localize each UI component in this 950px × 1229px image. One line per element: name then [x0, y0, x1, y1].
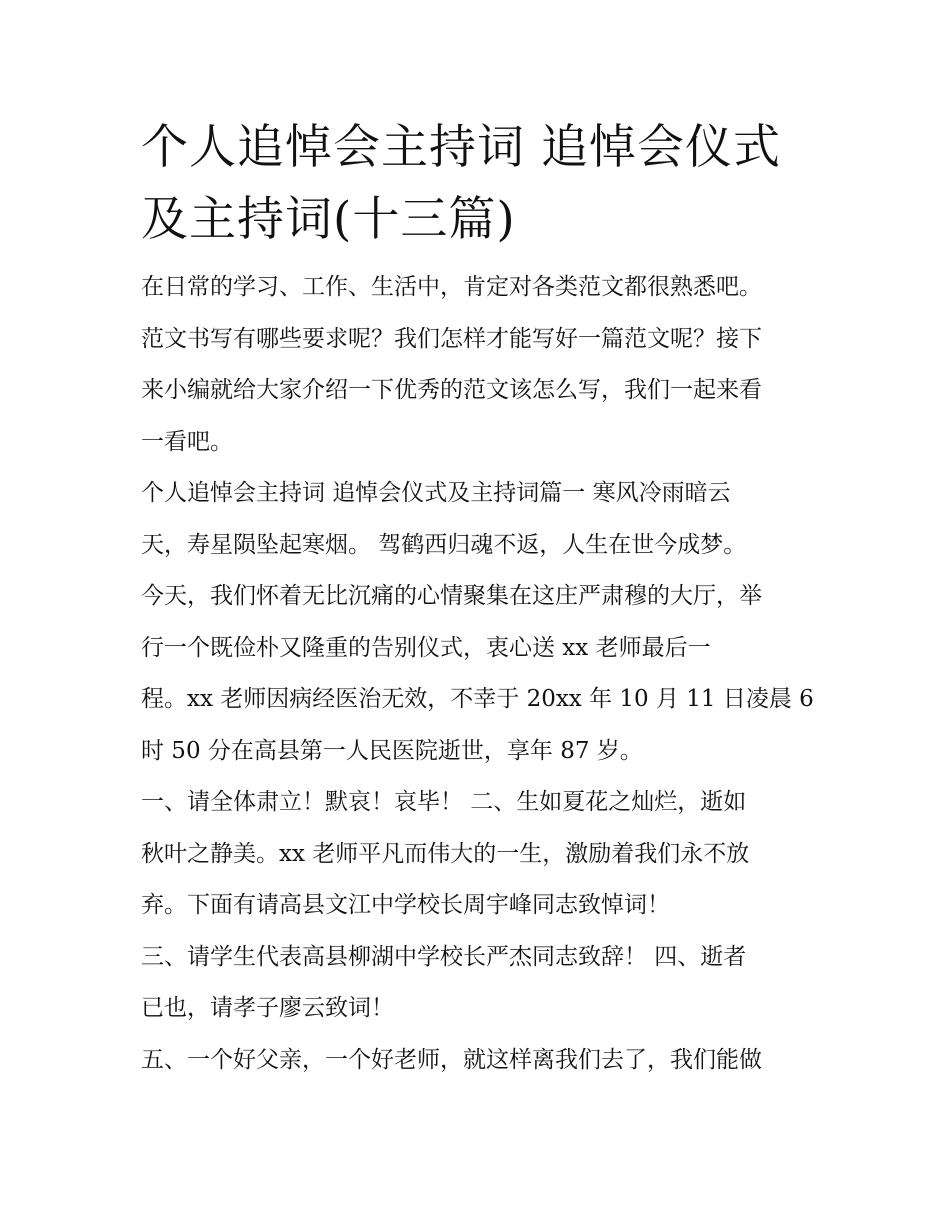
paragraph-step-five: 五、一个好父亲，一个好老师，就这样离我们去了，我们能做 [141, 1046, 762, 1073]
title-line-1: 个人追悼会主持词 追悼会仪式 [141, 120, 781, 175]
paragraph-section-one: 个人追悼会主持词 追悼会仪式及主持词篇一 寒风冷雨暗云 天，寿星陨坠起寒烟。 驾鹤西归魂不返，人生在世今成梦。 今天，我们怀着无比沉痛的心情聚集在这庄严肃穆的大厅，举 行一个既俭朴又隆重的告别仪式，衷心送 xx 老师最后一 程。xx 老师因病经医治无效，不幸于 20xx 年 10 月 11 日凌晨 6 时 50 分在高县第一人民医院逝世，享年 87 岁。 [141, 480, 814, 764]
paragraph-intro: 在日常的学习、工作、生活中，肯定对各类范文都很熟悉吧。 范文书写有哪些要求呢？我们怎样才能写好一篇范文呢？接下 来小编就给大家介绍一下优秀的范文该怎么写，我们一起来看 一看吧。 [141, 274, 762, 455]
document-title [141, 112, 821, 256]
paragraph-steps-one-two: 一、请全体肃立！默哀！哀毕！ 二、生如夏花之灿烂，逝如 秋叶之静美。xx 老师平凡而伟大的一生，激励着我们永不放 弃。下面有请高县文江中学校长周宇峰同志致悼词！ [141, 789, 750, 918]
title-line-2: 及主持词(十三篇) [141, 192, 516, 247]
paragraph-steps-three-four: 三、请学生代表高县柳湖中学校长严杰同志致辞！ 四、逝者 已也，请孝子廖云致词！ [141, 943, 747, 1021]
document-content [141, 112, 821, 1086]
